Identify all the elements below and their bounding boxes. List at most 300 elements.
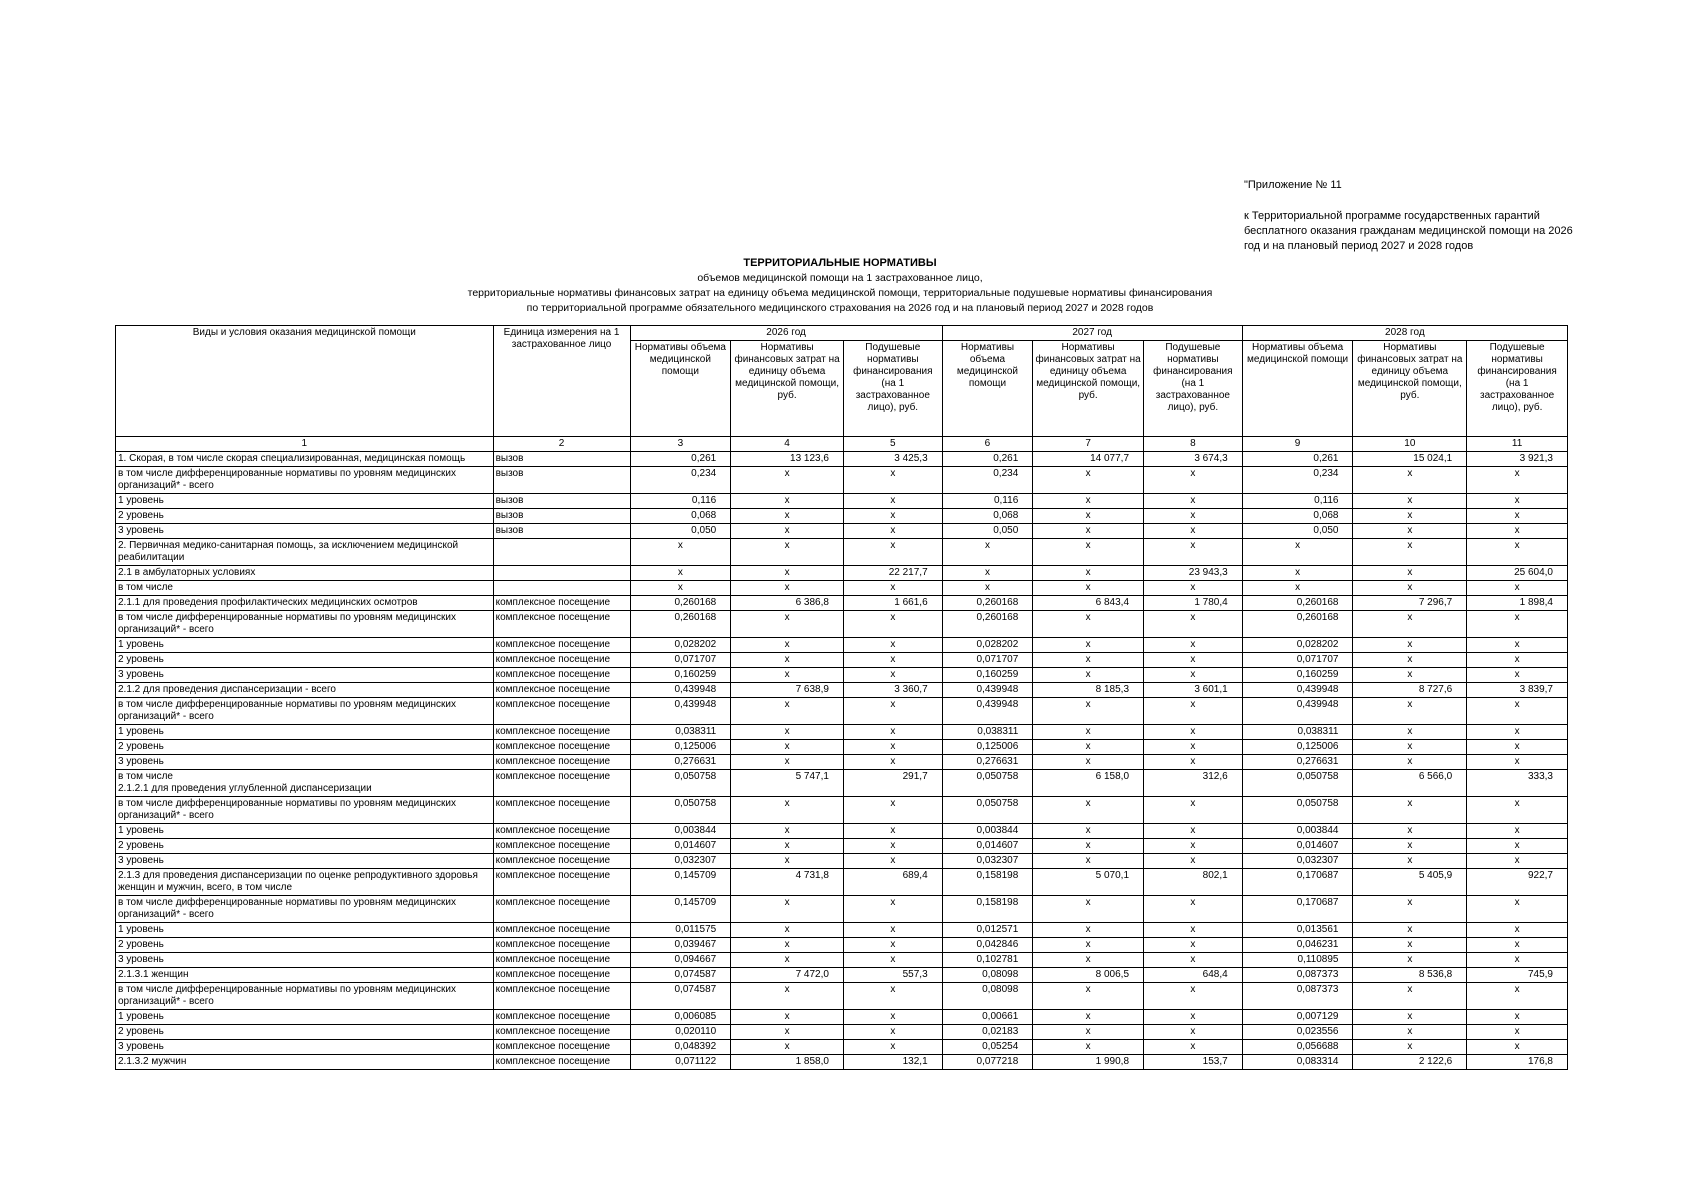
- value-cell: 0,038311: [1242, 725, 1353, 740]
- row-label: 1 уровень: [116, 824, 494, 839]
- unit-cell: комплексное посещение: [493, 938, 630, 953]
- value-cell: х: [1033, 524, 1144, 539]
- column-number: 8: [1144, 437, 1243, 452]
- value-cell: 0,160259: [942, 668, 1033, 683]
- row-label: в том числе дифференцированные нормативы по уровням медицинских организаций* - всего: [116, 797, 494, 824]
- value-cell: х: [731, 923, 844, 938]
- value-cell: 8 185,3: [1033, 683, 1144, 698]
- value-cell: х: [1353, 725, 1467, 740]
- value-cell: х: [1353, 698, 1467, 725]
- value-cell: 8 727,6: [1353, 683, 1467, 698]
- value-cell: х: [1353, 539, 1467, 566]
- table-row: [116, 1025, 1568, 1040]
- unit-cell: комплексное посещение: [493, 653, 630, 668]
- value-cell: х: [1467, 854, 1568, 869]
- value-cell: 0,068: [1242, 509, 1353, 524]
- per-capita-norm-header: Подушевые нормативы финансирования (на 1 застрахованное лицо), руб.: [1467, 341, 1568, 437]
- value-cell: 0,028202: [630, 638, 731, 653]
- column-number: 1: [116, 437, 494, 452]
- value-cell: х: [1144, 839, 1243, 854]
- value-cell: 5 405,9: [1353, 869, 1467, 896]
- value-cell: х: [731, 638, 844, 653]
- value-cell: 0,023556: [1242, 1025, 1353, 1040]
- value-cell: х: [731, 854, 844, 869]
- unit-cell: комплексное посещение: [493, 755, 630, 770]
- value-cell: 0,087373: [1242, 983, 1353, 1010]
- value-cell: х: [1467, 797, 1568, 824]
- norms-table: [115, 325, 1568, 1070]
- row-label: 2.1.3.1 женщин: [116, 968, 494, 983]
- value-cell: х: [1144, 653, 1243, 668]
- value-cell: 0,116: [942, 494, 1033, 509]
- value-cell: х: [1467, 539, 1568, 566]
- table-row: [116, 683, 1568, 698]
- value-cell: х: [1467, 740, 1568, 755]
- value-cell: 0,00661: [942, 1010, 1033, 1025]
- value-cell: 0,260168: [630, 596, 731, 611]
- value-cell: 0,056688: [1242, 1040, 1353, 1055]
- value-cell: х: [1242, 566, 1353, 581]
- value-cell: х: [1144, 953, 1243, 968]
- value-cell: 7 296,7: [1353, 596, 1467, 611]
- value-cell: х: [731, 755, 844, 770]
- value-cell: х: [1353, 854, 1467, 869]
- value-cell: 0,068: [942, 509, 1033, 524]
- unit-header: Единица измерения на 1 застрахованное лицо: [493, 326, 630, 437]
- value-cell: х: [843, 524, 942, 539]
- table-row: [116, 653, 1568, 668]
- value-cell: 1 780,4: [1144, 596, 1243, 611]
- value-cell: х: [1033, 797, 1144, 824]
- value-cell: 0,145709: [630, 896, 731, 923]
- value-cell: х: [1144, 938, 1243, 953]
- unit-cell: комплексное посещение: [493, 1055, 630, 1070]
- value-cell: х: [1242, 581, 1353, 596]
- value-cell: 0,439948: [942, 698, 1033, 725]
- table-row: [116, 596, 1568, 611]
- value-cell: 0,094667: [630, 953, 731, 968]
- value-cell: х: [1033, 638, 1144, 653]
- table-row: [116, 509, 1568, 524]
- column-number: 6: [942, 437, 1033, 452]
- table-row: [116, 755, 1568, 770]
- value-cell: х: [731, 698, 844, 725]
- row-label: 2 уровень: [116, 1025, 494, 1040]
- value-cell: 0,068: [630, 509, 731, 524]
- value-cell: х: [1144, 725, 1243, 740]
- value-cell: х: [1467, 524, 1568, 539]
- value-cell: х: [1467, 896, 1568, 923]
- value-cell: х: [1353, 1040, 1467, 1055]
- value-cell: х: [1033, 1040, 1144, 1055]
- value-cell: х: [731, 467, 844, 494]
- unit-cell: комплексное посещение: [493, 770, 630, 797]
- value-cell: х: [731, 509, 844, 524]
- value-cell: 6 158,0: [1033, 770, 1144, 797]
- value-cell: х: [731, 539, 844, 566]
- value-cell: 0,028202: [1242, 638, 1353, 653]
- volume-norm-header: Нормативы объема медицинской помощи: [1242, 341, 1353, 437]
- row-label: 2 уровень: [116, 509, 494, 524]
- value-cell: х: [1144, 611, 1243, 638]
- row-label: 2. Первичная медико-санитарная помощь, за исключением медицинской реабилитации: [116, 539, 494, 566]
- value-cell: х: [1033, 1010, 1144, 1025]
- table-row: [116, 1055, 1568, 1070]
- unit-cell: комплексное посещение: [493, 740, 630, 755]
- value-cell: х: [843, 923, 942, 938]
- row-label: 3 уровень: [116, 1040, 494, 1055]
- value-cell: 0,003844: [942, 824, 1033, 839]
- table-row: [116, 797, 1568, 824]
- value-cell: 0,260168: [630, 611, 731, 638]
- table-row: [116, 983, 1568, 1010]
- value-cell: 0,087373: [1242, 968, 1353, 983]
- column-number-row: [116, 437, 1568, 452]
- value-cell: 0,125006: [1242, 740, 1353, 755]
- value-cell: х: [1033, 725, 1144, 740]
- row-label: 2 уровень: [116, 839, 494, 854]
- value-cell: х: [1353, 638, 1467, 653]
- value-cell: 0,006085: [630, 1010, 731, 1025]
- value-cell: 0,032307: [942, 854, 1033, 869]
- unit-cell: вызов: [493, 467, 630, 494]
- value-cell: х: [843, 698, 942, 725]
- value-cell: х: [843, 611, 942, 638]
- value-cell: 0,439948: [1242, 683, 1353, 698]
- value-cell: х: [1144, 581, 1243, 596]
- unit-cell: комплексное посещение: [493, 668, 630, 683]
- row-label: 2.1 в амбулаторных условиях: [116, 566, 494, 581]
- value-cell: х: [843, 668, 942, 683]
- value-cell: х: [843, 539, 942, 566]
- column-number: 9: [1242, 437, 1353, 452]
- value-cell: 0,050758: [942, 770, 1033, 797]
- value-cell: 5 747,1: [731, 770, 844, 797]
- value-cell: 0,046231: [1242, 938, 1353, 953]
- row-label: в том числе дифференцированные нормативы по уровням медицинских организаций* - всего: [116, 611, 494, 638]
- unit-cell: комплексное посещение: [493, 854, 630, 869]
- value-cell: х: [1467, 824, 1568, 839]
- table-row: [116, 452, 1568, 467]
- row-label: 1 уровень: [116, 1010, 494, 1025]
- cost-norm-header: Нормативы финансовых затрат на единицу объема медицинской помощи, руб.: [1033, 341, 1144, 437]
- value-cell: 8 536,8: [1353, 968, 1467, 983]
- value-cell: х: [1353, 797, 1467, 824]
- table-row: [116, 1010, 1568, 1025]
- table-row: [116, 839, 1568, 854]
- table-row: [116, 1040, 1568, 1055]
- value-cell: 13 123,6: [731, 452, 844, 467]
- row-label: 2 уровень: [116, 938, 494, 953]
- value-cell: 557,3: [843, 968, 942, 983]
- value-cell: х: [1353, 938, 1467, 953]
- value-cell: х: [1144, 740, 1243, 755]
- table-row: [116, 854, 1568, 869]
- unit-cell: комплексное посещение: [493, 839, 630, 854]
- value-cell: х: [1353, 1025, 1467, 1040]
- value-cell: 0,014607: [630, 839, 731, 854]
- value-cell: 0,050758: [1242, 797, 1353, 824]
- value-cell: х: [1144, 1010, 1243, 1025]
- unit-cell: комплексное посещение: [493, 797, 630, 824]
- value-cell: х: [1467, 1040, 1568, 1055]
- value-cell: х: [1033, 923, 1144, 938]
- value-cell: 0,020110: [630, 1025, 731, 1040]
- table-row: [116, 953, 1568, 968]
- year-header-2027: 2027 год: [942, 326, 1242, 341]
- row-label: 2.1.1 для проведения профилактических медицинских осмотров: [116, 596, 494, 611]
- subtitle-line: по территориальной программе обязательного медицинского страхования на 2026 год и на плановый период 2027 и 2028 годов: [526, 302, 1154, 314]
- row-label: 1 уровень: [116, 494, 494, 509]
- value-cell: х: [1033, 824, 1144, 839]
- value-cell: х: [1144, 1025, 1243, 1040]
- value-cell: х: [1467, 923, 1568, 938]
- value-cell: 0,028202: [942, 638, 1033, 653]
- unit-cell: комплексное посещение: [493, 596, 630, 611]
- value-cell: х: [1353, 524, 1467, 539]
- value-cell: х: [1033, 653, 1144, 668]
- value-cell: х: [731, 524, 844, 539]
- value-cell: 333,3: [1467, 770, 1568, 797]
- row-label: в том числе дифференцированные нормативы по уровням медицинских организаций* - всего: [116, 467, 494, 494]
- value-cell: 0,077218: [942, 1055, 1033, 1070]
- value-cell: 0,261: [1242, 452, 1353, 467]
- value-cell: 0,439948: [630, 683, 731, 698]
- year-header-2026: 2026 год: [630, 326, 942, 341]
- value-cell: 0,038311: [630, 725, 731, 740]
- value-cell: х: [630, 566, 731, 581]
- unit-cell: комплексное посещение: [493, 953, 630, 968]
- subtitle-line: объемов медицинской помощи на 1 застрахованное лицо,: [697, 272, 983, 284]
- value-cell: х: [1353, 1010, 1467, 1025]
- value-cell: 0,083314: [1242, 1055, 1353, 1070]
- value-cell: 0,050: [942, 524, 1033, 539]
- value-cell: х: [1353, 509, 1467, 524]
- unit-cell: комплексное посещение: [493, 1010, 630, 1025]
- value-cell: х: [843, 1040, 942, 1055]
- value-cell: 23 943,3: [1144, 566, 1243, 581]
- value-cell: х: [1353, 566, 1467, 581]
- value-cell: х: [843, 1025, 942, 1040]
- column-number: 3: [630, 437, 731, 452]
- value-cell: 15 024,1: [1353, 452, 1467, 467]
- value-cell: 0,276631: [942, 755, 1033, 770]
- value-cell: 0,071707: [630, 653, 731, 668]
- table-row: [116, 869, 1568, 896]
- value-cell: х: [731, 896, 844, 923]
- value-cell: 0,170687: [1242, 896, 1353, 923]
- value-cell: 0,260168: [1242, 596, 1353, 611]
- value-cell: х: [1467, 668, 1568, 683]
- volume-norm-header: Нормативы объема медицинской помощи: [942, 341, 1033, 437]
- value-cell: 6 386,8: [731, 596, 844, 611]
- value-cell: х: [942, 539, 1033, 566]
- row-label: в том числе дифференцированные нормативы по уровням медицинских организаций* - всего: [116, 896, 494, 923]
- table-row: [116, 725, 1568, 740]
- value-cell: х: [1144, 539, 1243, 566]
- value-cell: х: [731, 611, 844, 638]
- value-cell: 0,261: [630, 452, 731, 467]
- unit-cell: [493, 566, 630, 581]
- value-cell: 0,048392: [630, 1040, 731, 1055]
- value-cell: х: [1033, 983, 1144, 1010]
- value-cell: 7 472,0: [731, 968, 844, 983]
- value-cell: 0,039467: [630, 938, 731, 953]
- value-cell: х: [1353, 896, 1467, 923]
- value-cell: х: [1144, 824, 1243, 839]
- row-label: 2 уровень: [116, 653, 494, 668]
- value-cell: 0,439948: [942, 683, 1033, 698]
- value-cell: х: [731, 983, 844, 1010]
- value-cell: х: [1353, 494, 1467, 509]
- value-cell: х: [1467, 611, 1568, 638]
- page-title: ТЕРРИТОРИАЛЬНЫЕ НОРМАТИВЫ: [743, 257, 937, 269]
- value-cell: х: [731, 1040, 844, 1055]
- value-cell: х: [1033, 854, 1144, 869]
- value-cell: 0,261: [942, 452, 1033, 467]
- row-label: 3 уровень: [116, 668, 494, 683]
- value-cell: х: [843, 938, 942, 953]
- value-cell: х: [1467, 581, 1568, 596]
- year-header-2028: 2028 год: [1242, 326, 1567, 341]
- unit-cell: комплексное посещение: [493, 896, 630, 923]
- value-cell: 6 843,4: [1033, 596, 1144, 611]
- value-cell: 0,439948: [630, 698, 731, 725]
- table-row: [116, 770, 1568, 797]
- unit-cell: комплексное посещение: [493, 923, 630, 938]
- row-label: 3 уровень: [116, 854, 494, 869]
- value-cell: 0,276631: [630, 755, 731, 770]
- value-cell: 0,050758: [630, 770, 731, 797]
- value-cell: 0,260168: [942, 611, 1033, 638]
- value-cell: х: [843, 983, 942, 1010]
- table-row: [116, 938, 1568, 953]
- value-cell: 0,050758: [942, 797, 1033, 824]
- unit-cell: комплексное посещение: [493, 983, 630, 1010]
- value-cell: 802,1: [1144, 869, 1243, 896]
- value-cell: х: [1467, 1010, 1568, 1025]
- value-cell: х: [1033, 698, 1144, 725]
- value-cell: х: [1033, 566, 1144, 581]
- value-cell: х: [1467, 725, 1568, 740]
- value-cell: х: [731, 797, 844, 824]
- per-capita-norm-header: Подушевые нормативы финансирования (на 1 застрахованное лицо), руб.: [1144, 341, 1243, 437]
- table-row: [116, 968, 1568, 983]
- value-cell: х: [731, 668, 844, 683]
- value-cell: 0,145709: [630, 869, 731, 896]
- value-cell: х: [1033, 539, 1144, 566]
- table-row: [116, 638, 1568, 653]
- value-cell: х: [731, 581, 844, 596]
- value-cell: 0,014607: [1242, 839, 1353, 854]
- value-cell: х: [843, 494, 942, 509]
- value-cell: х: [843, 839, 942, 854]
- value-cell: х: [1467, 494, 1568, 509]
- row-label: 3 уровень: [116, 524, 494, 539]
- value-cell: х: [1144, 524, 1243, 539]
- value-cell: х: [1467, 467, 1568, 494]
- value-cell: 3 839,7: [1467, 683, 1568, 698]
- value-cell: 0,042846: [942, 938, 1033, 953]
- column-number: 10: [1353, 437, 1467, 452]
- value-cell: 0,014607: [942, 839, 1033, 854]
- value-cell: х: [1033, 740, 1144, 755]
- value-cell: 3 921,3: [1467, 452, 1568, 467]
- value-cell: х: [731, 824, 844, 839]
- table-row: [116, 698, 1568, 725]
- value-cell: х: [1033, 494, 1144, 509]
- value-cell: х: [1144, 668, 1243, 683]
- cost-norm-header: Нормативы финансовых затрат на единицу объема медицинской помощи, руб.: [731, 341, 844, 437]
- value-cell: 0,071707: [1242, 653, 1353, 668]
- value-cell: 312,6: [1144, 770, 1243, 797]
- value-cell: х: [1144, 509, 1243, 524]
- value-cell: х: [1033, 953, 1144, 968]
- value-cell: 0,071707: [942, 653, 1033, 668]
- value-cell: х: [843, 1010, 942, 1025]
- value-cell: 0,08098: [942, 968, 1033, 983]
- value-cell: 25 604,0: [1467, 566, 1568, 581]
- unit-cell: комплексное посещение: [493, 1025, 630, 1040]
- row-label: 1 уровень: [116, 638, 494, 653]
- value-cell: 0,074587: [630, 983, 731, 1010]
- value-cell: х: [1033, 668, 1144, 683]
- row-label: 1. Скорая, в том числе скорая специализированная, медицинская помощь: [116, 452, 494, 467]
- table-row: [116, 467, 1568, 494]
- value-cell: 4 731,8: [731, 869, 844, 896]
- value-cell: х: [843, 896, 942, 923]
- value-cell: х: [1467, 698, 1568, 725]
- value-cell: 3 360,7: [843, 683, 942, 698]
- value-cell: х: [1353, 467, 1467, 494]
- value-cell: х: [1467, 953, 1568, 968]
- value-cell: 132,1: [843, 1055, 942, 1070]
- column-number: 2: [493, 437, 630, 452]
- value-cell: х: [843, 467, 942, 494]
- value-cell: 0,234: [630, 467, 731, 494]
- value-cell: х: [1353, 953, 1467, 968]
- value-cell: х: [1144, 698, 1243, 725]
- value-cell: х: [1353, 755, 1467, 770]
- value-cell: х: [1242, 539, 1353, 566]
- table-row: [116, 566, 1568, 581]
- unit-cell: комплексное посещение: [493, 683, 630, 698]
- unit-cell: комплексное посещение: [493, 611, 630, 638]
- value-cell: 0,003844: [630, 824, 731, 839]
- value-cell: х: [630, 539, 731, 566]
- value-cell: 689,4: [843, 869, 942, 896]
- value-cell: 0,050758: [630, 797, 731, 824]
- value-cell: х: [630, 581, 731, 596]
- row-label: 2.1.3.2 мужчин: [116, 1055, 494, 1070]
- value-cell: х: [731, 494, 844, 509]
- value-cell: х: [1144, 467, 1243, 494]
- table-row: [116, 494, 1568, 509]
- table-row: [116, 581, 1568, 596]
- value-cell: х: [1033, 896, 1144, 923]
- unit-cell: комплексное посещение: [493, 824, 630, 839]
- program-reference: к Территориальной программе государственных гарантий бесплатного оказания гражданам медицинской помощи на 2026 год и на плановый период 2027 и 2028 годов: [1244, 210, 1573, 252]
- value-cell: 2 122,6: [1353, 1055, 1467, 1070]
- volume-norm-header: Нормативы объема медицинской помощи: [630, 341, 731, 437]
- value-cell: х: [843, 755, 942, 770]
- value-cell: х: [1144, 896, 1243, 923]
- unit-cell: комплексное посещение: [493, 698, 630, 725]
- value-cell: 1 661,6: [843, 596, 942, 611]
- value-cell: х: [1033, 839, 1144, 854]
- row-label: 3 уровень: [116, 953, 494, 968]
- value-cell: х: [843, 509, 942, 524]
